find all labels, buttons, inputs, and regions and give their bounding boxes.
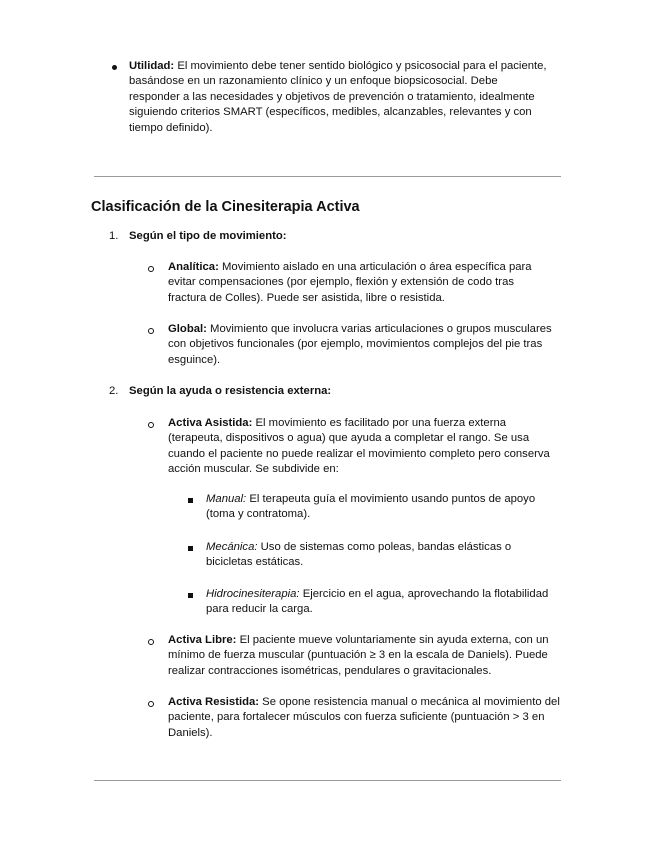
bullet-circle-icon [148,422,154,428]
bullet-disc-icon [112,65,117,70]
subitem-hidrocinesiterapia-text: Ejercicio en el agua, aprovechando la flotabilidad para reducir la carga. [206,588,549,616]
item-analitica-term: Analítica: [168,261,219,273]
divider-bottom [94,780,561,781]
bullet-square-icon [188,546,193,551]
item-activa-libre-term: Activa Libre: [168,634,237,646]
bullet-circle-icon [148,328,154,334]
bullet-circle-icon [148,701,154,707]
section-title: Clasificación de la Cinesiterapia Activa [91,199,360,215]
bullet-circle-icon [148,266,154,272]
subitem-mecanica [206,540,551,571]
item-activa-resistida-text: Se opone resistencia manual o mecánica al movimiento del paciente, para fortalecer músculos con fuerza suficiente (puntuación > 3 en Daniels). [168,696,560,739]
item-analitica [168,260,553,306]
subitem-mecanica-text: Uso de sistemas como poleas, bandas elásticas o bicicletas estáticas. [206,541,512,569]
item-analitica-text: Movimiento aislado en una articulación o área específica para evitar compensaciones (por ejemplo, flexión y extensión de codo tras fractura de Colles). Puede ser asistida, libre o resistida. [168,261,532,304]
item-activa-asistida [168,416,553,478]
utilidad-paragraph [129,59,549,136]
subitem-manual-term: Manual: [206,493,247,505]
subitem-manual [206,492,561,523]
subitem-mecanica-term: Mecánica: [206,541,258,553]
subitem-hidrocinesiterapia-term: Hidrocinesiterapia: [206,588,300,600]
item-activa-resistida-term: Activa Resistida: [168,696,260,708]
divider-top [94,176,561,177]
subitem-manual-text: El terapeuta guía el movimiento usando puntos de apoyo (toma y contratoma). [206,493,536,521]
utilidad-term: Utilidad: [129,60,175,72]
list-number-2: 2. [109,385,119,397]
item-activa-libre [168,633,553,679]
bullet-square-icon [188,498,193,503]
item-activa-asistida-term: Activa Asistida: [168,417,253,429]
bullet-circle-icon [148,639,154,645]
utilidad-text: El movimiento debe tener sentido biológico y psicosocial para el paciente, basándose en un razonamiento clínico y un enfoque biopsicosocial. Debe responder a las necesidades y objetivos de prevención o tratamiento, idealmente siguiendo criterios SMART (específicos, medibles, alcanzables, relevantes y con tiempo definido). [129,60,547,134]
list-title-1: Según el tipo de movimiento: [129,230,287,242]
bullet-square-icon [188,593,193,598]
subitem-hidrocinesiterapia [206,587,568,618]
item-global-term: Global: [168,323,207,335]
item-activa-resistida [168,695,566,741]
item-activa-libre-text: El paciente mueve voluntariamente sin ayuda externa, con un mínimo de fuerza muscular (puntuación ≥ 3 en la escala de Daniels). Puede realizar contracciones isométricas, pendulares o gravitacionales. [168,634,549,677]
item-activa-asistida-text: El movimiento es facilitado por una fuerza externa (terapeuta, dispositivos o agua) que ayuda a completar el rango. Se usa cuando el paciente no puede realizar el movimiento completo pero conserva acción muscular. Se subdivide en: [168,417,550,476]
list-title-2: Según la ayuda o resistencia externa: [129,385,332,397]
item-global [168,322,563,368]
item-global-text: Movimiento que involucra varias articulaciones o grupos musculares con objetivos funcionales (por ejemplo, movimientos complejos del pie tras esguince). [168,323,552,366]
list-number-1: 1. [109,230,119,242]
